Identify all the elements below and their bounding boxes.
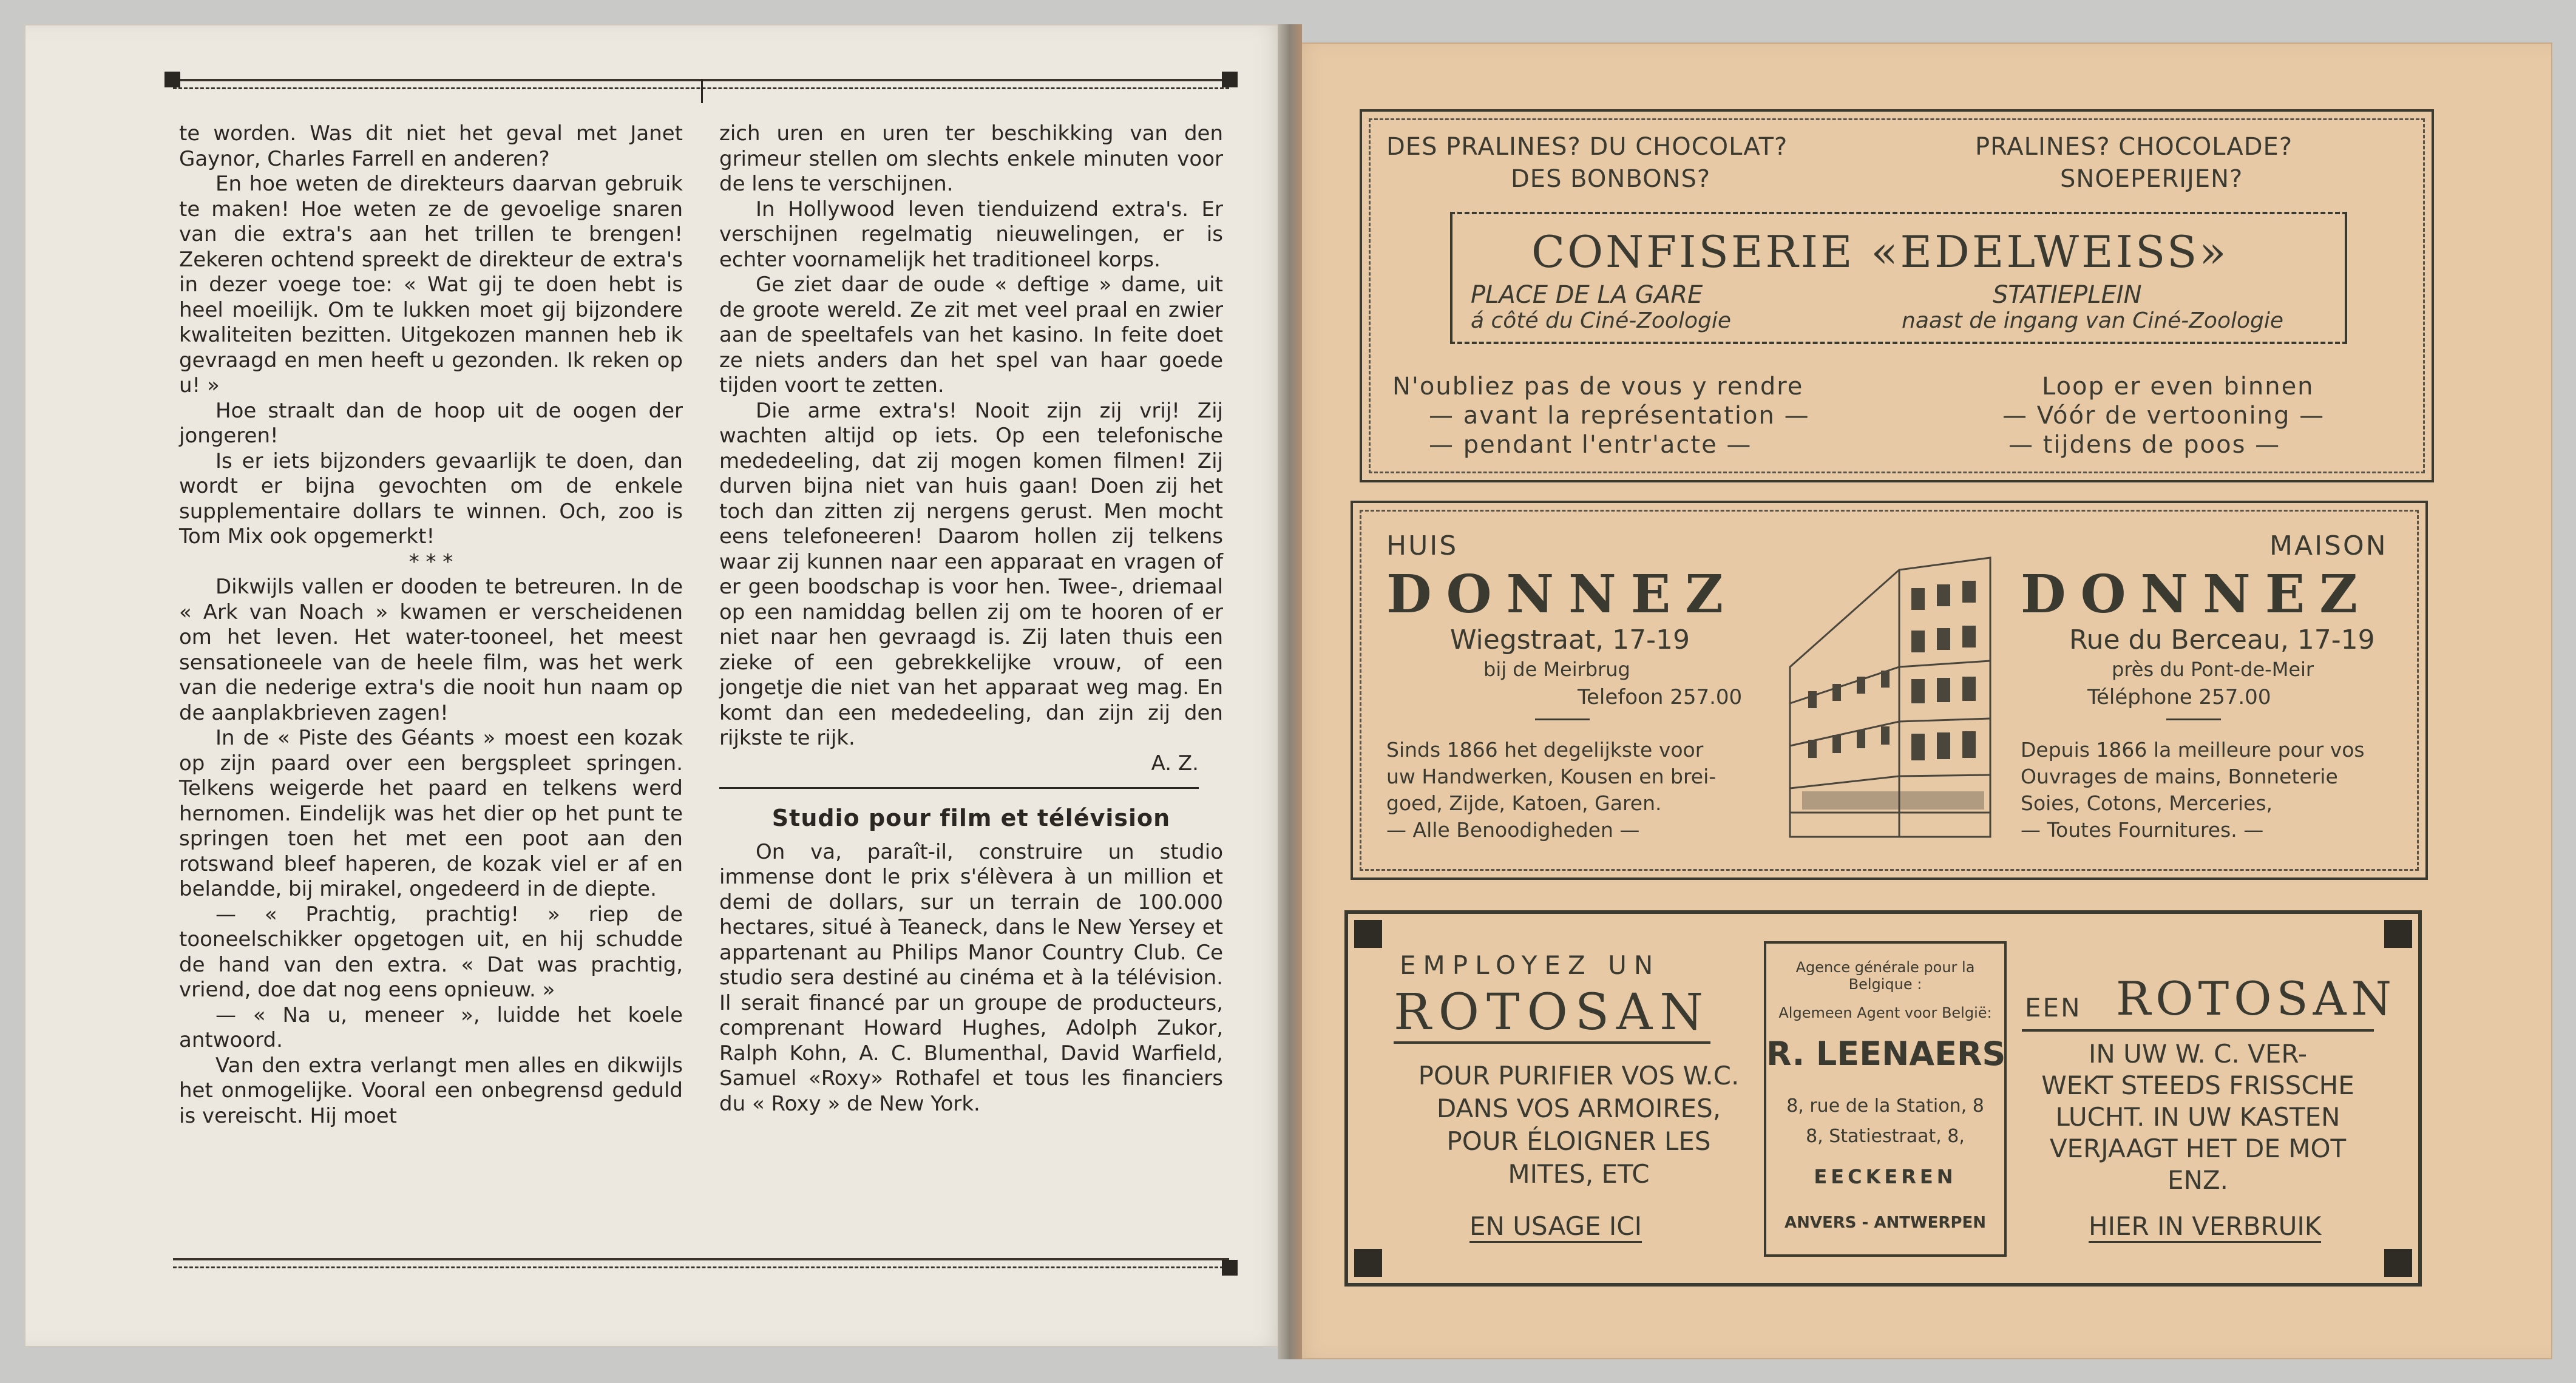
brand-name-fr: DONNEZ: [2021, 564, 2373, 625]
agency-nl: Algemeen Agent voor België:: [1778, 1004, 1992, 1021]
usage-fr: EN USAGE ICI: [1469, 1211, 1642, 1243]
corner-square: [1354, 1249, 1382, 1277]
text-line: MITES, ETC: [1508, 1159, 1650, 1189]
shop-name: CONFISERIE «EDELWEISS»: [1531, 226, 2229, 277]
paragraph: Hoe straalt dan de hoop uit de oogen der jongeren!: [179, 398, 683, 448]
paragraph: Van den extra verlangt men alles en dikwijls het onmogelijke. Vooral een onbegrensd geduld is vereischt. Hij moet: [179, 1053, 683, 1128]
timing-fr: — pendant l'entr'acte —: [1429, 431, 1752, 459]
divider: [1535, 719, 1590, 720]
text-line: WEKT STEEDS FRISSCHE: [2041, 1070, 2354, 1100]
city: ANVERS - ANTWERPEN: [1784, 1214, 1987, 1232]
corner-ornament: [1222, 72, 1238, 87]
corner-ornament: [164, 72, 180, 87]
text-line: POUR ÉLOIGNER LES: [1446, 1126, 1711, 1156]
address-fr: PLACE DE LA GARE: [1471, 281, 1703, 309]
ad-nl-question: SNOEPERIJEN?: [2060, 165, 2243, 193]
paragraph: te worden. Was dit niet het geval met Janet Gaynor, Charles Farrell en anderen?: [179, 121, 683, 171]
location-fr: á côté du Ciné-Zoologie: [1471, 308, 1731, 333]
corner-square: [2384, 920, 2412, 948]
paragraph: zich uren en uren ter beschikking van den grimeur stellen om slechts enkele minuten voor de lens te verschijnen.: [719, 121, 1223, 196]
section-divider: * * *: [408, 549, 453, 574]
text-column-2: [719, 121, 1223, 1117]
article-body: On va, paraît-il, construire un studio immense dont le prix s'élèvera à un million et demi de dollars, sur un terrain de 100.000 hectares, situé à Teaneck, dans le New Yersey et appartenant au Philips Manor Country Club. Ce studio sera destiné au cinéma et à la télévision. Il serait financé par un groupe de producteurs, comprenant Howard Hughes, Adolph Zukor, Ralph Kohn, A. C. Blumenthal, David Warfield, Samuel «Roxy» Rothafel et tous les financiers du « Roxy » de New York.: [719, 839, 1223, 1116]
author-signature: A. Z.: [1151, 751, 1199, 776]
bottom-border: [173, 1258, 1229, 1268]
paragraph: En hoe weten de direkteurs daarvan gebruik te maken! Hoe weten ze de gevoelige snaren van die extra's aan het trillen te brengen! Zekeren ochtend spreekt de direkteur de extra's in dezer voege toe: « Wat gij te doen hebt is heel moeilijk. Om te lukken moet gij bijzondere kwaliteiten bezitten. Uitgekozen mannen heb ik gevraagd en men heeft u gezonden. Ik reken op u! »: [179, 172, 683, 397]
desc-line: Soies, Cotons, Merceries,: [2021, 791, 2273, 815]
text-line: IN UW W. C. VER-: [2088, 1039, 2308, 1069]
divider: [2166, 719, 2221, 720]
brand-name-nl: DONNEZ: [1386, 564, 1738, 625]
brand-name-fr: ROTOSAN: [1394, 984, 1710, 1044]
phone-nl: Telefoon 257.00: [1578, 685, 1743, 709]
description-fr: [2021, 737, 2365, 844]
desc-line: Ouvrages de mains, Bonneterie: [2021, 765, 2338, 788]
paragraph: — « Na u, meneer », luidde het koele antwoord.: [179, 1003, 683, 1052]
text-column-1: [179, 121, 683, 1129]
ad-fr-question: DES PRALINES? DU CHOCOLAT?: [1386, 133, 1788, 161]
address-nl: STATIEPLEIN: [1993, 281, 2142, 309]
confiserie-ad: [1360, 109, 2434, 482]
name-box: [1450, 212, 2347, 344]
paragraph: — « Prachtig, prachtig! » riep de tooneelschikker opgetogen uit, en hij schudde de hand van den extra. « Dat was prachtig, vriend, doe dat nog eens opnieuw. »: [179, 902, 683, 1002]
desc-line: — Alle Benoodigheden —: [1386, 818, 1640, 842]
invite-nl: Loop er even binnen: [2042, 373, 2314, 401]
building-illustration: [1778, 546, 2002, 849]
label-maison: MAISON: [2269, 530, 2388, 561]
invite-fr: N'oubliez pas de vous y rendre: [1392, 373, 1804, 401]
agency-box: [1764, 941, 2007, 1257]
ad-nl-question: PRALINES? CHOCOLADE?: [1975, 133, 2293, 161]
een-label: EEN: [2025, 993, 2082, 1023]
town: EECKEREN: [1814, 1165, 1957, 1188]
near-fr: près du Pont-de-Meir: [2112, 658, 2314, 681]
paragraph: Dikwijls vallen er dooden te betreuren. In de « Ark van Noach » kwamen er verscheidenen om het leven. Het water-tooneel, het meest sensationeele van de heele film, was het werk van die nederige extra's die nooit hun naam op de aanplakbrieven zagen!: [179, 575, 683, 725]
label-huis: HUIS: [1386, 530, 1459, 561]
paragraph: Ge ziet daar de oude « deftige » dame, uit de groote wereld. Ze zit met veel praal en zwier aan de speeltafels van het kasino. In feite doet ze niets anders dan het spel van haar goede tijden voort te zetten.: [719, 272, 1223, 397]
column-separator: [701, 79, 703, 103]
rotosan-ad: [1344, 910, 2422, 1287]
desc-line: goed, Zijde, Katoen, Garen.: [1386, 791, 1662, 815]
agency-fr: Agence générale pour la Belgique :: [1795, 959, 1975, 993]
paragraph: Is er iets bijzonders gevaarlijk te doen, dan wordt er bijna gevochten om de enkele supplementaire dollars te winnen. Och, zoo is Tom Mix ook opgemerkt!: [179, 448, 683, 549]
desc-line: Sinds 1866 het degelijkste voor: [1386, 738, 1704, 762]
timing-nl: — tijdens de poos —: [2008, 431, 2281, 459]
left-page-frame: [173, 79, 1229, 1268]
purpose-fr: [1394, 1060, 1764, 1191]
corner-ornament: [1222, 1260, 1238, 1276]
timing-nl: — Vóór de vertooning —: [2002, 402, 2325, 430]
usage-nl: HIER IN VERBRUIK: [2089, 1211, 2321, 1243]
brand-name-nl: ROTOSAN: [2116, 972, 2396, 1026]
near-nl: bij de Meirbrug: [1483, 658, 1630, 681]
paragraph: In de « Piste des Géants » moest een kozak op zijn paard over een bergspleet springen. Telkens weigerde het paard en telkens werd hernomen. Eindelijk was het dier op het punt te springen toen het met een poot aan den rotswand bleef haperen, de kozak viel er af en belandde, bij mirakel, ongedeerd in de diepte.: [179, 726, 683, 901]
divider: [2022, 1029, 2374, 1032]
paragraph: Die arme extra's! Nooit zijn zij vrij! Zij wachten altijd op iets. Op een telefonische mededeeling, dat zij mogen komen filmen! Zij durven bijna niet van huis gaan! Doen zij het toch dan zitten zij nergens gerust. Men mocht eens telefoneeren! Daarom hollen zij telkens waar zij kunnen naar een apparaat en vragen of er geen boodschap is voor hen. Twee-, driemaal op een namiddag bellen zij om te hooren of er niet naar hen gevraagd is. Zij laten thuis een zieke of een gebrekkelijke vrouw, of een jongetje die niet van het apparaat weg mag. En komt dan een mededeeling, dan zijn zij den rijkste te rijk.: [719, 398, 1223, 750]
article-title: Studio pour film et télévision: [771, 805, 1171, 831]
desc-line: Depuis 1866 la meilleure pour vos: [2021, 738, 2365, 762]
paragraph: In Hollywood leven tienduizend extra's. Er verschijnen regelmatig nieuwelingen, er is echter voornamelijk het traditioneel korps.: [719, 197, 1223, 272]
street-nl: Wiegstraat, 17-19: [1450, 624, 1690, 655]
phone-fr: Téléphone 257.00: [2087, 685, 2271, 709]
text-line: POUR PURIFIER VOS W.C.: [1418, 1061, 1740, 1091]
address-nl: 8, Statiestraat, 8,: [1806, 1126, 1965, 1147]
location-nl: naast de ingang van Ciné-Zoologie: [1902, 308, 2283, 333]
corner-square: [1354, 920, 1382, 948]
address-fr: 8, rue de la Station, 8: [1786, 1095, 1984, 1117]
book-gutter: [1278, 24, 1302, 1359]
text-line: DANS VOS ARMOIRES,: [1436, 1094, 1721, 1123]
ad-fr-question: DES BONBONS?: [1511, 165, 1711, 193]
corner-square: [2384, 1249, 2412, 1277]
purpose-nl: [2016, 1038, 2380, 1196]
text-line: LUCHT. IN UW KASTEN: [2055, 1102, 2340, 1132]
description-nl: [1386, 737, 1716, 844]
desc-line: — Toutes Fournitures. —: [2021, 818, 2264, 842]
timing-fr: — avant la représentation —: [1429, 402, 1810, 430]
donnez-ad: [1351, 501, 2428, 880]
street-fr: Rue du Berceau, 17-19: [2069, 624, 2375, 655]
divider-rule: [719, 787, 1199, 789]
text-line: VERJAAGT HET DE MOT: [2049, 1134, 2347, 1163]
desc-line: uw Handwerken, Kousen en brei-: [1386, 765, 1717, 788]
employez-label: EMPLOYEZ UN: [1400, 950, 1661, 980]
text-line: ENZ.: [2167, 1165, 2229, 1195]
agent-name: R. LEENAERS: [1766, 1035, 2006, 1073]
